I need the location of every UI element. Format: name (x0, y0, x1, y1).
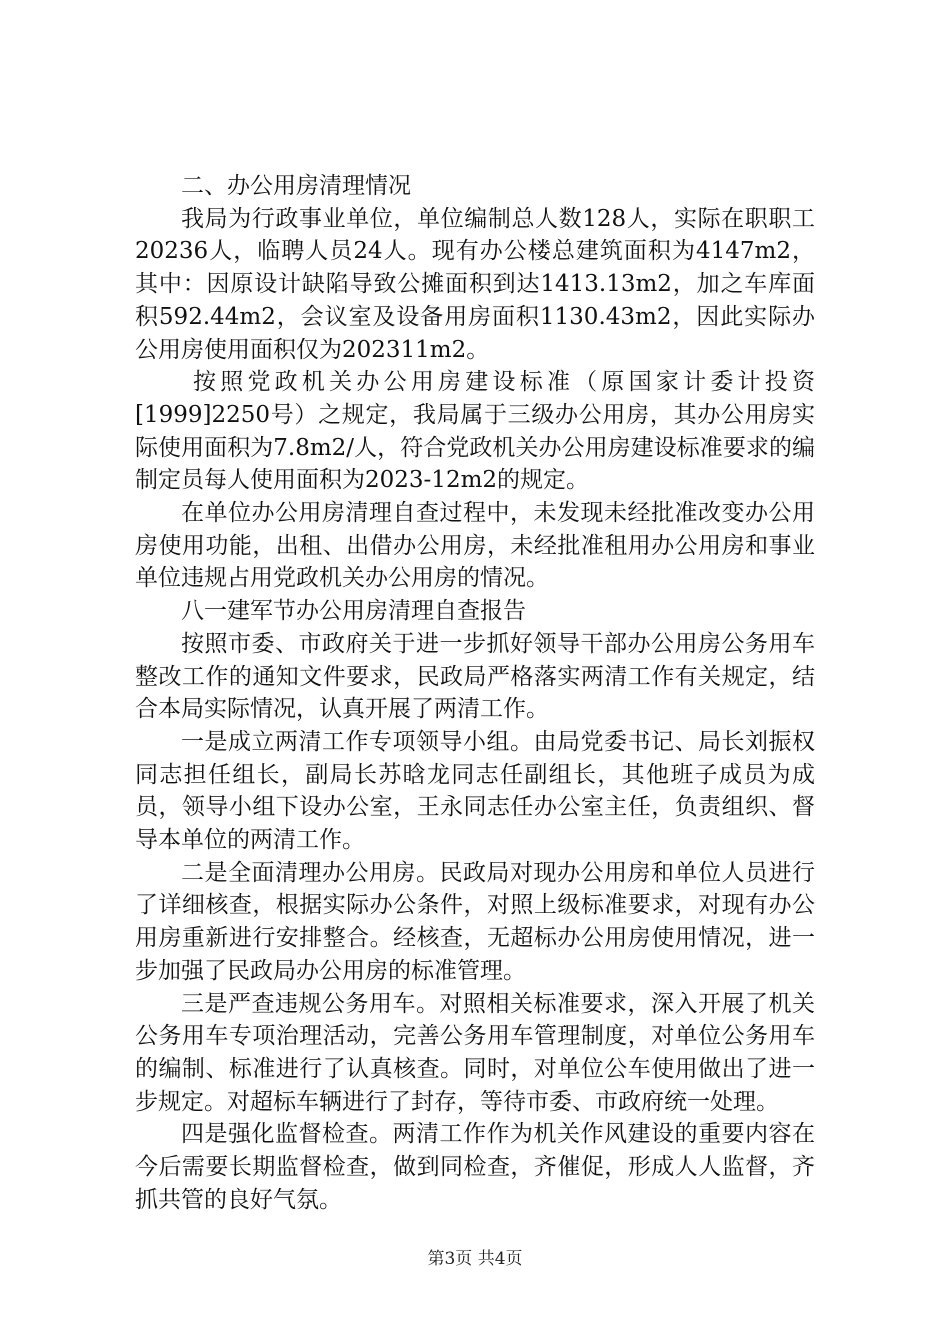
paragraph-leading-group: 一是成立两清工作专项领导小组。由局党委书记、局长刘振权同志担任组长，副局长苏晗龙同志任副组长，其他班子成员为成员，领导小组下设办公室，王永同志任办公室主任，负责组织、督导本单位的两清工作。 (135, 728, 815, 854)
paragraph-standard: 按照党政机关办公用房建设标准（原国家计委计投资[1999]2250号）之规定，我局属于三级办公用房，其办公用房实际使用面积为7.8m2/人，符合党政机关办公用房建设标准要求的编制定员每人使用面积为2023-12m2的规定。 (135, 369, 815, 494)
page-number: 第3页 共4页 (427, 1249, 523, 1269)
document-body (135, 170, 815, 1217)
paragraph-office-cleanup: 二是全面清理办公用房。民政局对现办公用房和单位人员进行了详细核查，根据实际办公条件，对照上级标准要求，对现有办公用房重新进行安排整合。经核查，无超标办公用房使用情况，进一步加强了民政局办公用房的标准管理。 (135, 859, 815, 984)
paragraph-supervision: 四是强化监督检查。两清工作作为机关作风建设的重要内容在今后需要长期监督检查，做到同检查，齐催促，形成人人监督，齐抓共管的良好气氛。 (135, 1121, 815, 1213)
paragraph-self-check: 在单位办公用房清理自查过程中，未发现未经批准改变办公用房使用功能，出租、出借办公用房，未经批准租用办公用房和事业单位违规占用党政机关办公用房的情况。 (135, 500, 815, 592)
paragraph-staffing: 我局为行政事业单位，单位编制总人数128人，实际在职职工20236人，临聘人员24人。现有办公楼总建筑面积为4147m2，其中：因原设计缺陷导致公摊面积到达1413.13m2，加之车库面积592.44m2，会议室及设备用房面积1130.43m2，因此实际办公用房使用面积仅为202311m2。 (135, 205, 815, 363)
paragraph-vehicles: 三是严查违规公务用车。对照相关标准要求，深入开展了机关公务用车专项治理活动，完善公务用车管理制度，对单位公务用车的编制、标准进行了认真核查。同时，对单位公车使用做出了进一步规定。对超标车辆进行了封存，等待市委、市政府统一处理。 (135, 990, 815, 1115)
report-title: 八一建军节办公用房清理自查报告 (181, 598, 526, 625)
paragraph-intro: 按照市委、市政府关于进一步抓好领导干部办公用房公务用车整改工作的通知文件要求，民政局严格落实两清工作有关规定，结合本局实际情况，认真开展了两清工作。 (135, 630, 815, 723)
section-heading: 二、办公用房清理情况 (181, 173, 411, 199)
